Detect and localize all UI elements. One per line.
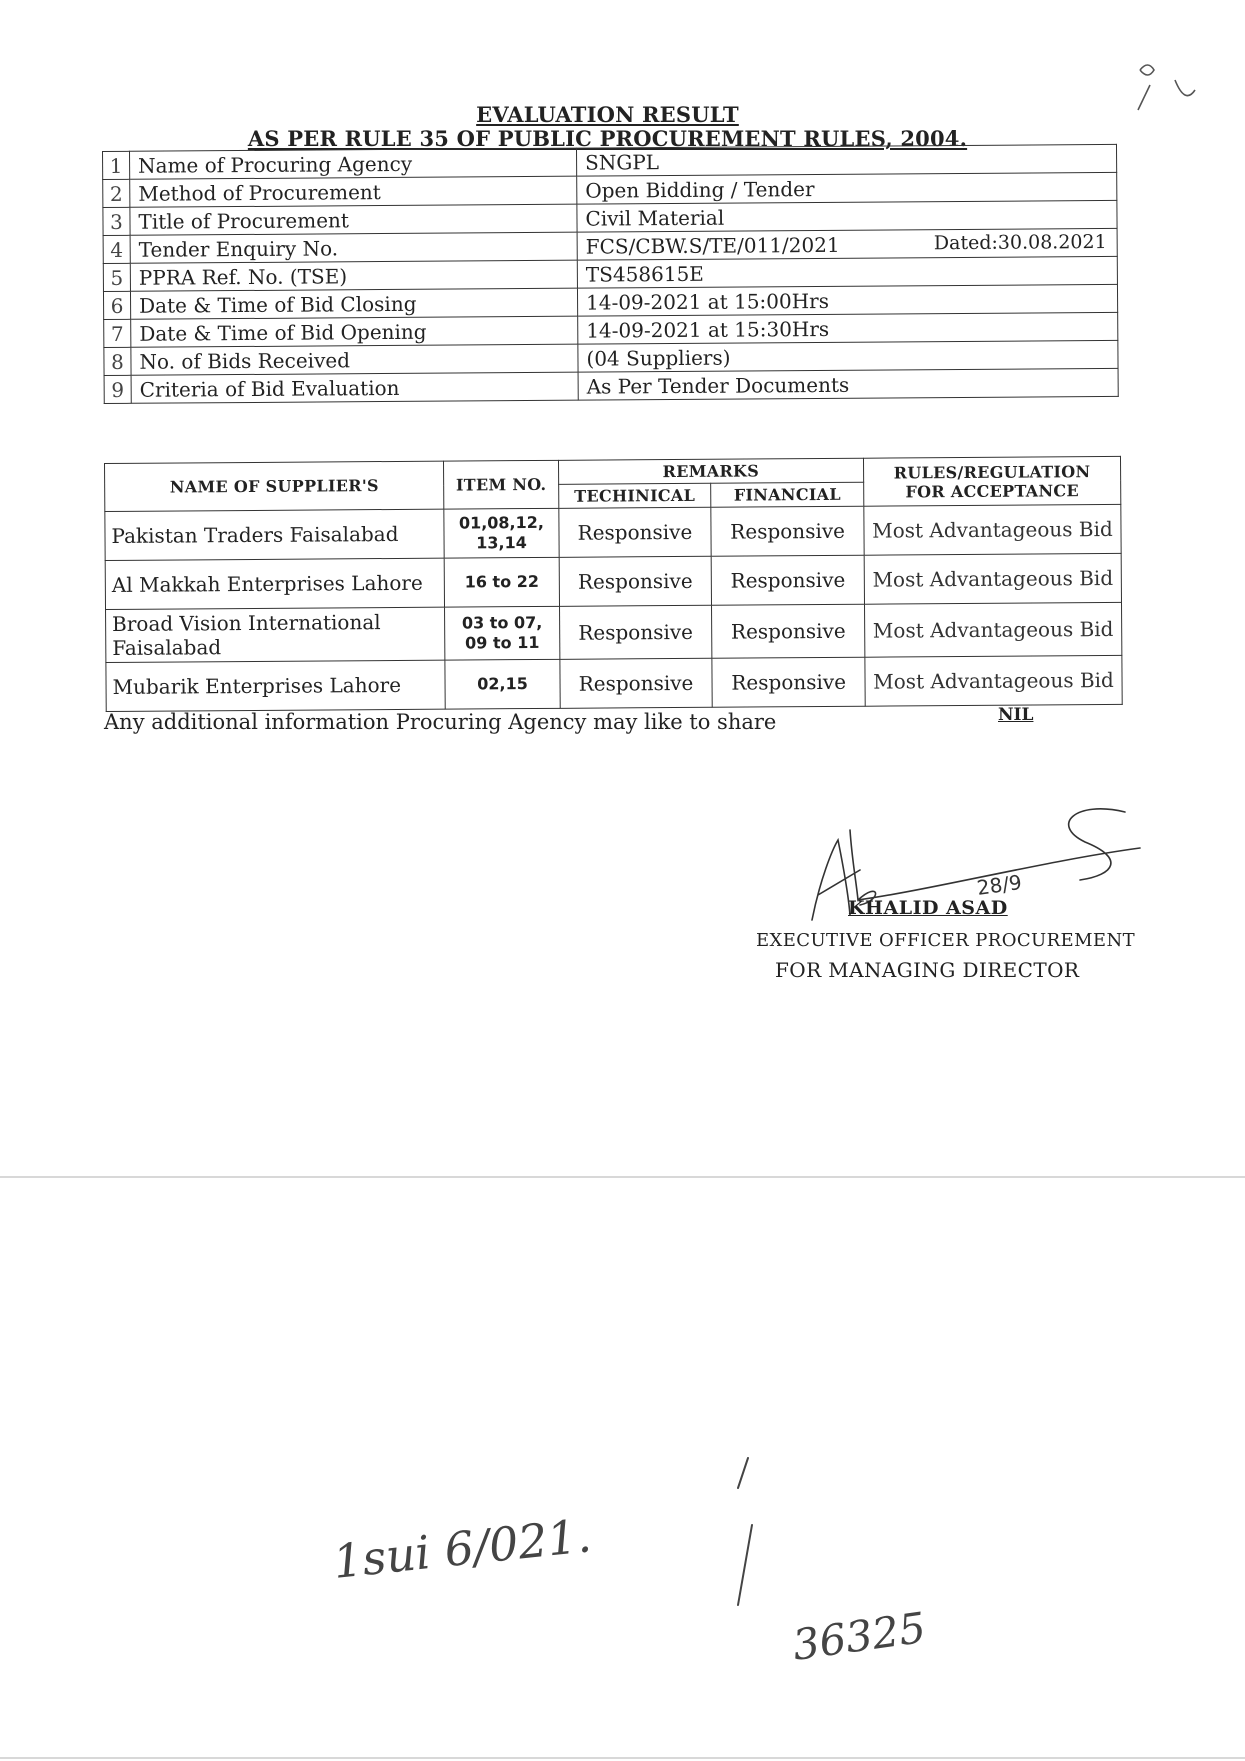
financial-remark: Responsive [711, 506, 864, 556]
acceptance-rule: Most Advantageous Bid [864, 553, 1121, 604]
tender-dated: Dated:30.08.2021 [933, 230, 1107, 255]
info-row-number: 7 [104, 319, 131, 347]
info-row-label: Date & Time of Bid Opening [131, 316, 578, 347]
initials-mark [1138, 65, 1195, 110]
handwritten-note-2: 36325 [789, 1602, 929, 1670]
info-row-label: Date & Time of Bid Closing [130, 288, 577, 319]
financial-remark: Responsive [711, 555, 864, 605]
acceptance-rule: Most Advantageous Bid [864, 504, 1121, 555]
svg-text:28/9: 28/9 [975, 869, 1024, 900]
supplier-name: Pakistan Traders Faisalabad [105, 509, 445, 560]
document-subtitle: AS PER RULE 35 OF PUBLIC PROCUREMENT RULES, 2004. [247, 126, 968, 151]
item-numbers-line1: 16 to 22 [464, 571, 540, 592]
acceptance-rule: Most Advantageous Bid [864, 602, 1121, 657]
item-numbers-line1: 03 to 07, [461, 612, 543, 633]
signatory-for-line: FOR MANAGING DIRECTOR [775, 958, 1080, 982]
info-row-number: 4 [103, 235, 130, 263]
supplier-name: Broad Vision International Faisalabad [106, 607, 446, 662]
info-row-value-text: 14-09-2021 at 15:00Hrs [585, 288, 830, 315]
item-numbers-line2: 13,14 [476, 533, 527, 553]
info-row-number: 1 [103, 151, 130, 179]
item-numbers-line1: 01,08,12, [458, 512, 545, 533]
info-row-label: No. of Bids Received [131, 344, 578, 375]
info-row-label: Method of Procurement [130, 176, 577, 207]
acceptance-rule: Most Advantageous Bid [865, 655, 1122, 706]
handwritten-note-1: 1sui 6/021. [330, 1508, 594, 1589]
info-row-value-text: 14-09-2021 at 15:30Hrs [586, 316, 830, 343]
info-row-value-text: TS458615E [585, 261, 704, 287]
supplier-name: Mubarik Enterprises Lahore [106, 660, 446, 711]
technical-remark: Responsive [559, 605, 712, 659]
info-row-number: 3 [103, 207, 130, 235]
info-row-value-text: Civil Material [585, 205, 725, 231]
info-row-number: 6 [103, 291, 130, 319]
info-row-value-text: (04 Suppliers) [586, 345, 731, 371]
info-row-value-text: SNGPL [585, 149, 660, 175]
signatory-title: EXECUTIVE OFFICER PROCUREMENT [756, 930, 1136, 951]
info-row-label: Name of Procuring Agency [130, 148, 577, 179]
info-row-number: 5 [103, 263, 130, 291]
header-item-no: ITEM NO. [444, 460, 559, 509]
info-row-label: PPRA Ref. No. (TSE) [130, 260, 577, 291]
document-title: EVALUATION RESULT [476, 102, 739, 127]
item-numbers-line1: 02,15 [477, 674, 528, 694]
info-row-label: Criteria of Bid Evaluation [131, 372, 578, 403]
info-row-number: 2 [103, 179, 130, 207]
additional-info-value: NIL [998, 705, 1034, 725]
header-rules-line2: FOR ACCEPTANCE [905, 480, 1079, 501]
info-row-number: 9 [104, 375, 131, 403]
technical-remark: Responsive [558, 507, 711, 557]
item-numbers-line2: 09 to 11 [465, 632, 540, 653]
info-row-value-text: As Per Tender Documents [586, 372, 850, 399]
info-row-number: 8 [104, 347, 131, 375]
header-supplier: NAME OF SUPPLIER'S [105, 461, 445, 511]
info-row-label: Tender Enquiry No. [130, 232, 577, 263]
header-technical: TECHINICAL [558, 483, 711, 508]
info-row-label: Title of Procurement [130, 204, 577, 235]
technical-remark: Responsive [559, 556, 712, 606]
financial-remark: Responsive [712, 657, 865, 707]
supplier-name: Al Makkah Enterprises Lahore [105, 558, 445, 609]
header-financial: FINANCIAL [711, 482, 864, 507]
technical-remark: Responsive [559, 658, 712, 708]
signatory-name: KHALID ASAD [848, 897, 1008, 919]
info-row-value-text: FCS/CBW.S/TE/011/2021 [585, 232, 840, 259]
info-row-value-text: Open Bidding / Tender [585, 176, 815, 203]
additional-info-label: Any additional information Procuring Agency may like to share [104, 710, 777, 734]
financial-remark: Responsive [712, 604, 865, 658]
header-remarks: REMARKS [558, 458, 864, 484]
header-rules-line1: RULES/REGULATION [893, 461, 1091, 482]
